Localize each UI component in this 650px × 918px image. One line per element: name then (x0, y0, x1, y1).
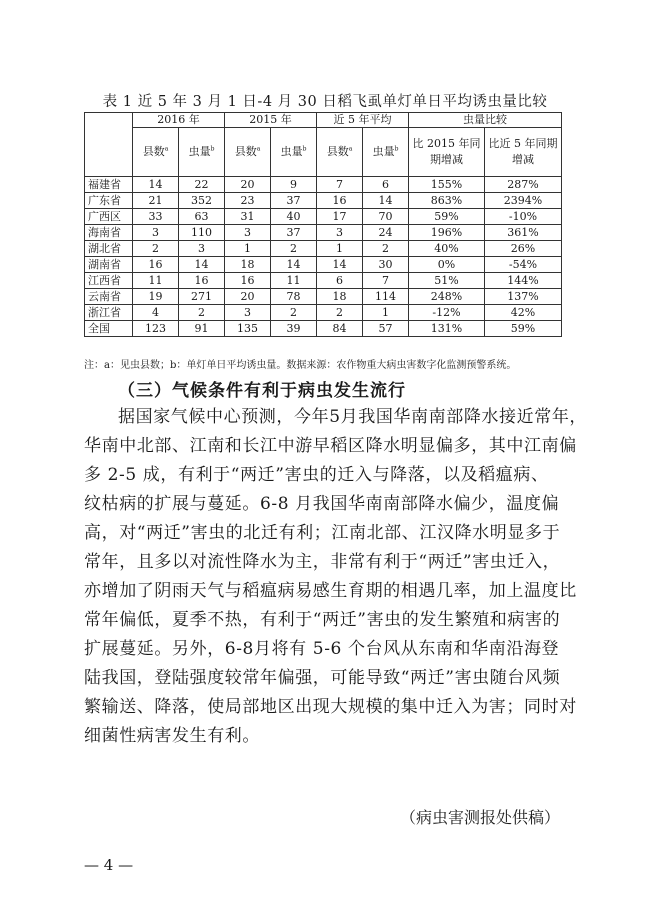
table-cell-r5: 59% (485, 321, 562, 337)
table-cell-n5: 57 (363, 321, 409, 337)
table-cell-r15: 131% (409, 321, 485, 337)
table-row (85, 305, 562, 321)
table-cell-r5: -10% (485, 209, 562, 225)
table-row (85, 273, 562, 289)
header-province (85, 113, 133, 177)
paragraph-line: 细菌性病害发生有利。 (84, 726, 260, 746)
table-cell-n16: 16 (179, 273, 225, 289)
subheader-county: 县数$^a$ (317, 128, 363, 177)
subheader-vs-2015: 比 2015 年同期增减 (409, 128, 485, 177)
table-cell-r5: 42% (485, 305, 562, 321)
paragraph-line: 常年，且多以对流性降水为主，非常有利于“两迁”害虫迁入， (84, 552, 561, 572)
paragraph-line: 扩展蔓延。另外，6-8月将有 5-6 个台风从东南和华南沿海登 (84, 639, 560, 659)
table-cell-r15: 155% (409, 177, 485, 193)
table-cell-prov: 广西区 (85, 209, 133, 225)
table-cell-prov: 福建省 (85, 177, 133, 193)
table-cell-n15: 11 (271, 273, 317, 289)
table-cell-c16: 3 (133, 225, 179, 241)
table-note: 注：a：见虫县数；b：单灯单日平均诱虫量。数据来源：农作物重大病虫害数字化监测预警系统。 (84, 360, 517, 371)
source-credit: （病虫害测报处供稿） (399, 808, 560, 827)
table-cell-c5: 6 (317, 273, 363, 289)
table-cell-c15: 18 (225, 257, 271, 273)
table-cell-prov: 湖南省 (85, 257, 133, 273)
table-cell-n5: 24 (363, 225, 409, 241)
table-cell-r5: 26% (485, 241, 562, 257)
header-5yr-avg: 近 5 年平均 (317, 113, 409, 128)
table-cell-prov: 海南省 (85, 225, 133, 241)
table-cell-n15: 39 (271, 321, 317, 337)
table-cell-c5: 84 (317, 321, 363, 337)
table-cell-r5: -54% (485, 257, 562, 273)
subheader-county: 县数$^a$ (133, 128, 179, 177)
table-row (85, 209, 562, 225)
table-cell-r15: 51% (409, 273, 485, 289)
table-cell-c5: 3 (317, 225, 363, 241)
table-cell-n15: 40 (271, 209, 317, 225)
table-cell-c15: 20 (225, 177, 271, 193)
table-row (85, 225, 562, 241)
subheader-count: 虫量$^b$ (179, 128, 225, 177)
header-2016: 2016 年 (133, 113, 225, 128)
table-cell-r5: 144% (485, 273, 562, 289)
table-cell-c5: 14 (317, 257, 363, 273)
table-row (85, 193, 562, 209)
table-cell-prov: 广东省 (85, 193, 133, 209)
table-cell-n15: 9 (271, 177, 317, 193)
table-cell-r5: 287% (485, 177, 562, 193)
table-cell-prov: 云南省 (85, 289, 133, 305)
table-cell-r15: 40% (409, 241, 485, 257)
table-cell-r15: -12% (409, 305, 485, 321)
table-cell-n16: 110 (179, 225, 225, 241)
table-cell-n15: 2 (271, 241, 317, 257)
table-cell-c15: 31 (225, 209, 271, 225)
table-cell-n5: 30 (363, 257, 409, 273)
table-cell-n16: 14 (179, 257, 225, 273)
table-cell-n5: 6 (363, 177, 409, 193)
table-row (85, 321, 562, 337)
paragraph-line: 华南中北部、江南和长江中游早稻区降水明显偏多，其中江南偏 (84, 436, 577, 456)
table-cell-n15: 37 (271, 193, 317, 209)
body-paragraph (84, 403, 588, 751)
table-cell-c16: 19 (133, 289, 179, 305)
table-cell-n5: 14 (363, 193, 409, 209)
table-cell-c16: 4 (133, 305, 179, 321)
header-2015: 2015 年 (225, 113, 317, 128)
table-cell-c15: 1 (225, 241, 271, 257)
rice-planthopper-table (84, 112, 562, 337)
table-cell-n16: 91 (179, 321, 225, 337)
table-cell-r15: 196% (409, 225, 485, 241)
table-cell-n5: 2 (363, 241, 409, 257)
table-row (85, 289, 562, 305)
paragraph-line: 据国家气候中心预测，今年5月我国华南南部降水接近常年， (118, 407, 588, 427)
subheader-vs-5yr: 比近 5 年同期增减 (485, 128, 562, 177)
table-cell-c15: 23 (225, 193, 271, 209)
table-cell-prov: 浙江省 (85, 305, 133, 321)
table-cell-n16: 2 (179, 305, 225, 321)
table-cell-c5: 17 (317, 209, 363, 225)
table-cell-r5: 361% (485, 225, 562, 241)
table-row (85, 241, 562, 257)
table-cell-r15: 863% (409, 193, 485, 209)
table-cell-r15: 248% (409, 289, 485, 305)
section-heading: （三）气候条件有利于病虫发生流行 (118, 381, 406, 401)
subheader-count: 虫量$^b$ (363, 128, 409, 177)
paragraph-line: 多 2-5 成，有利于“两迁”害虫的迁入与降落，以及稻瘟病、 (84, 465, 549, 485)
table-cell-n16: 352 (179, 193, 225, 209)
table-cell-c5: 16 (317, 193, 363, 209)
table-cell-r15: 59% (409, 209, 485, 225)
table-cell-n5: 70 (363, 209, 409, 225)
table-cell-n16: 63 (179, 209, 225, 225)
subheader-county: 县数$^a$ (225, 128, 271, 177)
table-cell-c5: 7 (317, 177, 363, 193)
table-cell-c15: 20 (225, 289, 271, 305)
paragraph-line: 繁输送、降落，使局部地区出现大规模的集中迁入为害；同时对 (84, 697, 577, 717)
paragraph-line: 亦增加了阴雨天气与稻瘟病易感生育期的相遇几率，加上温度比 (84, 581, 577, 601)
table-cell-n15: 2 (271, 305, 317, 321)
table-cell-c16: 11 (133, 273, 179, 289)
paragraph-line: 陆我国，登陆强度较常年偏强，可能导致“两迁”害虫随台风频 (84, 668, 561, 688)
table-cell-c16: 21 (133, 193, 179, 209)
page-number: — 4 — (84, 856, 134, 874)
paragraph-line: 纹枯病的扩展与蔓延。6-8 月我国华南南部降水偏少，温度偏 (84, 494, 560, 514)
table-cell-n15: 37 (271, 225, 317, 241)
paragraph-line: 高，对“两迁”害虫的北迁有利；江南北部、江汉降水明显多于 (84, 523, 561, 543)
table-cell-prov: 湖北省 (85, 241, 133, 257)
table-cell-r5: 2394% (485, 193, 562, 209)
table-cell-r5: 137% (485, 289, 562, 305)
table-cell-c5: 18 (317, 289, 363, 305)
table-cell-c15: 16 (225, 273, 271, 289)
table-cell-c15: 3 (225, 225, 271, 241)
table-cell-c5: 1 (317, 241, 363, 257)
subheader-count: 虫量$^b$ (271, 128, 317, 177)
header-comparison: 虫量比较 (409, 113, 562, 128)
table-cell-n16: 22 (179, 177, 225, 193)
paragraph-line: 常年偏低，夏季不热，有利于“两迁”害虫的发生繁殖和病害的 (84, 610, 561, 630)
table-cell-c16: 123 (133, 321, 179, 337)
table-body (85, 177, 562, 337)
table-cell-n5: 7 (363, 273, 409, 289)
table-cell-c16: 33 (133, 209, 179, 225)
table-cell-c16: 14 (133, 177, 179, 193)
table-caption: 表 1 近 5 年 3 月 1 日-4 月 30 日稻飞虱单灯单日平均诱虫量比较 (102, 94, 548, 110)
table-cell-n16: 3 (179, 241, 225, 257)
table-row (85, 257, 562, 273)
table-cell-r15: 0% (409, 257, 485, 273)
table-cell-prov: 全国 (85, 321, 133, 337)
table-cell-c16: 16 (133, 257, 179, 273)
table-cell-n15: 14 (271, 257, 317, 273)
table-cell-prov: 江西省 (85, 273, 133, 289)
table-cell-n16: 271 (179, 289, 225, 305)
table-cell-n15: 78 (271, 289, 317, 305)
table-cell-c5: 2 (317, 305, 363, 321)
table-cell-n5: 1 (363, 305, 409, 321)
table-row (85, 177, 562, 193)
table-cell-c15: 135 (225, 321, 271, 337)
table-cell-c15: 3 (225, 305, 271, 321)
table-cell-c16: 2 (133, 241, 179, 257)
table-cell-n5: 114 (363, 289, 409, 305)
